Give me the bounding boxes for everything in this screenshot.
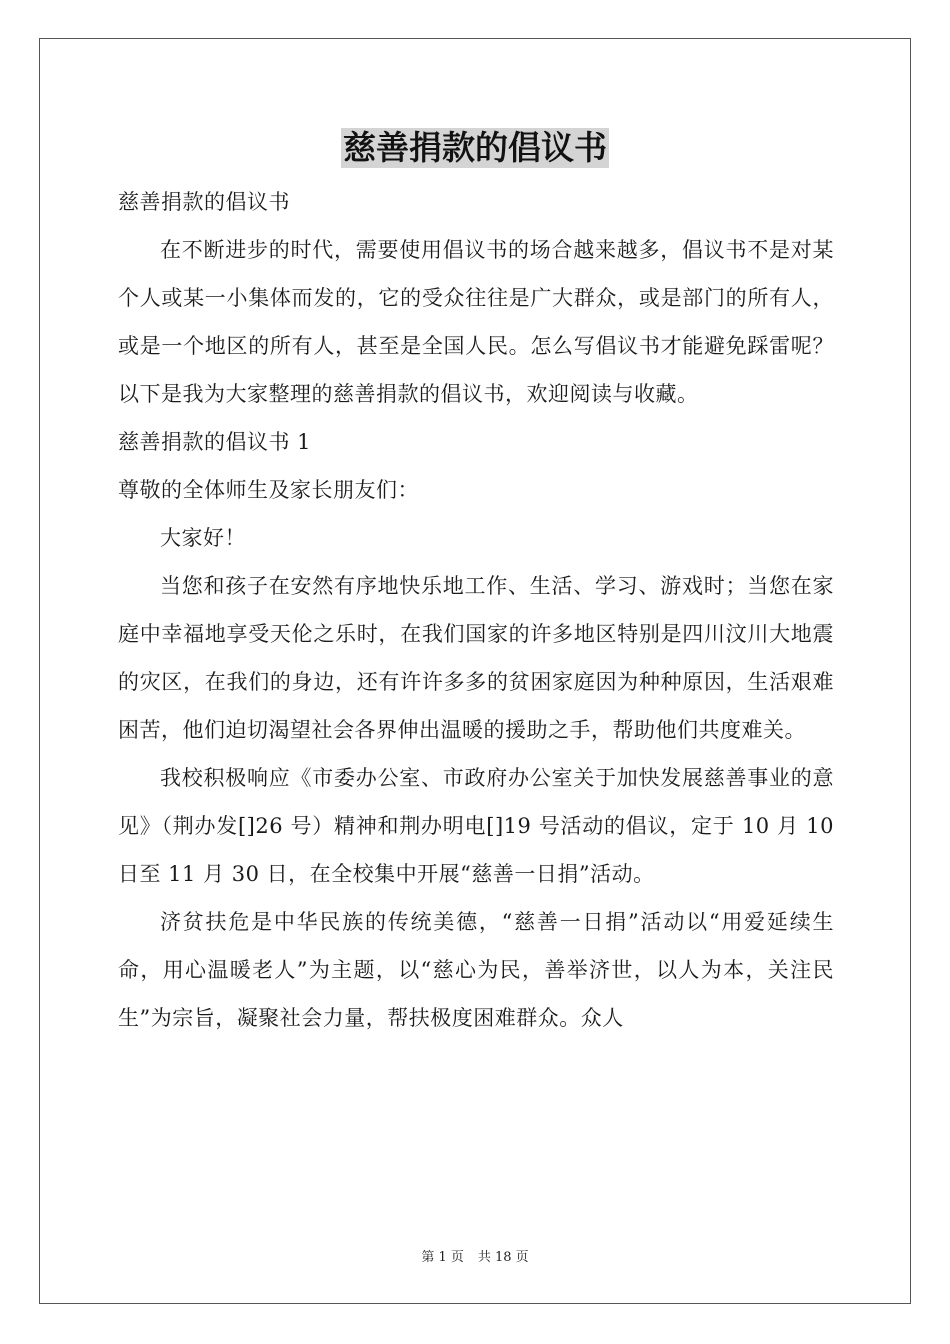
page-total: 共 18 页 xyxy=(477,1250,529,1265)
title-container xyxy=(0,128,950,168)
paragraph: 济贫扶危是中华民族的传统美德，“慈善一日捐”活动以“用爱延续生命，用心温暖老人”为主题，以“慈心为民，善举济世，以人为本，关注民生”为宗旨，凝聚社会力量，帮扶极度困难群众。众人 xyxy=(118,910,834,1030)
salutation: 尊敬的全体师生及家长朋友们： xyxy=(118,478,419,502)
page-footer xyxy=(0,1246,950,1265)
paragraph: 在不断进步的时代，需要使用倡议书的场合越来越多，倡议书不是对某个人或某一小集体而发的，它的受众往往是广大群众，或是部门的所有人，或是一个地区的所有人，甚至是全国人民。怎么写倡议书才能避免踩雷呢？以下是我为大家整理的慈善捐款的倡议书，欢迎阅读与收藏。 xyxy=(118,238,834,406)
section-heading: 慈善捐款的倡议书 1 xyxy=(118,430,312,454)
greeting: 大家好！ xyxy=(160,526,246,550)
paragraph: 我校积极响应《市委办公室、市政府办公室关于加快发展慈善事业的意见》（荆办发[]26 号）精神和荆办明电[]19 号活动的倡议，定于 10 月 10 日至 11 月 30 日，在全校集中开展“慈善一日捐”活动。 xyxy=(118,766,834,886)
document-title: 慈善捐款的倡议书 xyxy=(343,128,607,167)
page-number: 第 1 页 xyxy=(421,1250,464,1265)
document-body xyxy=(118,178,834,1042)
paragraph: 当您和孩子在安然有序地快乐地工作、生活、学习、游戏时；当您在家庭中幸福地享受天伦之乐时，在我们国家的许多地区特别是四川汶川大地震的灾区，在我们的身边，还有许许多多的贫困家庭因为种种原因，生活艰难困苦，他们迫切渴望社会各界伸出温暖的援助之手，帮助他们共度难关。 xyxy=(118,574,834,742)
paragraph: 慈善捐款的倡议书 xyxy=(118,190,290,214)
